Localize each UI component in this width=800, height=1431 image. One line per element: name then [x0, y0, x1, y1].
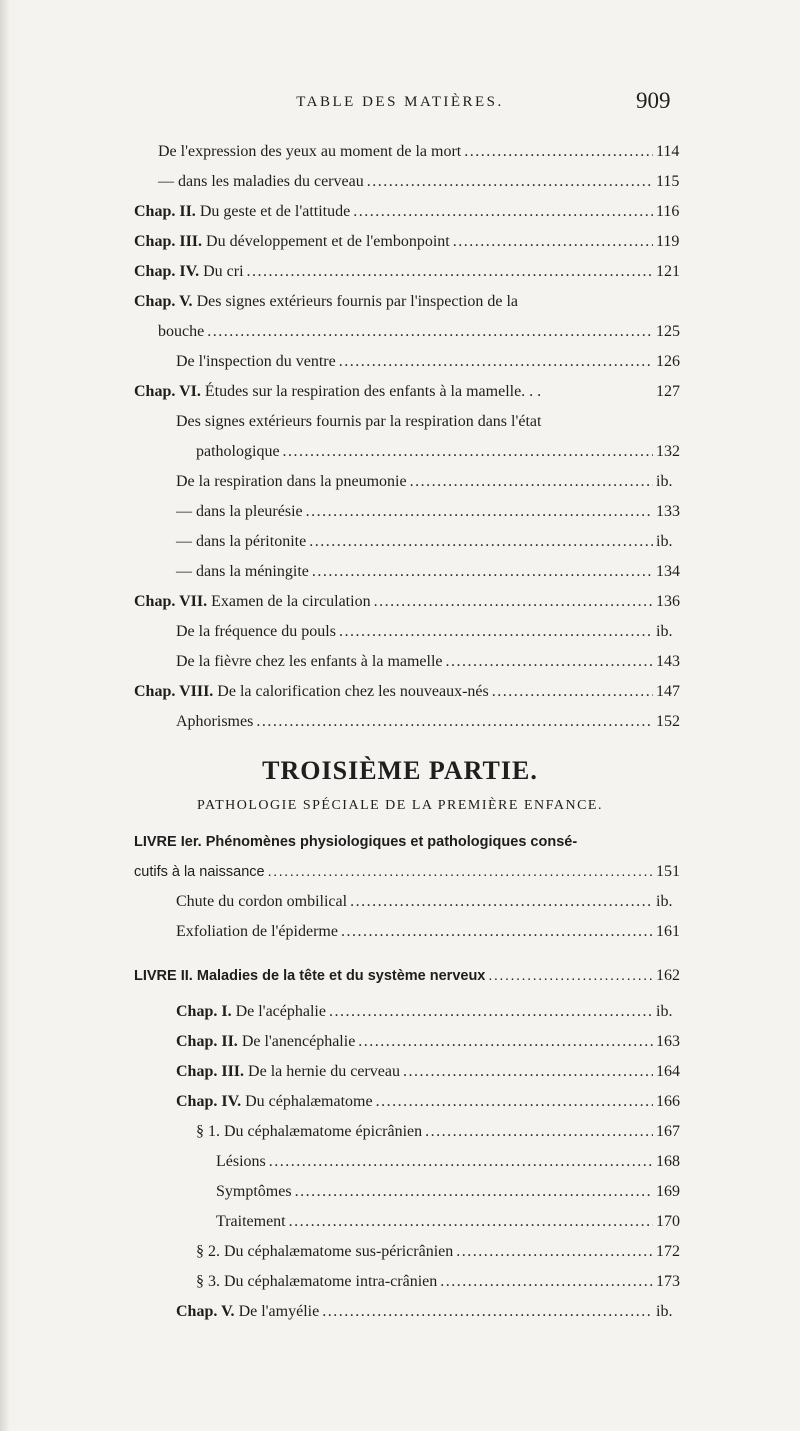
entry-text: Du développement et de l'embonpoint	[206, 233, 450, 250]
toc-list-livre-1	[0, 887, 800, 947]
entry-page-number: 136	[656, 593, 680, 610]
entry-page-number: 121	[656, 263, 680, 280]
toc-entry-label	[134, 593, 371, 611]
entry-page-number: 163	[656, 1033, 680, 1050]
toc-entry	[0, 467, 800, 497]
entry-text: Des signes extérieurs fournis par la respiration dans l'état	[176, 413, 542, 430]
toc-entry-label	[216, 1213, 286, 1231]
leader-dots	[341, 923, 653, 941]
toc-entry	[0, 617, 800, 647]
leader-dots	[339, 623, 653, 641]
leader-dots	[440, 1273, 653, 1291]
toc-entry-label	[134, 263, 244, 281]
toc-entry	[0, 497, 800, 527]
leader-dots	[358, 1033, 653, 1051]
livre-1-title: Phénomènes physiologiques et pathologiques consé-	[205, 834, 578, 850]
entry-page-number: ib.	[656, 623, 673, 640]
entry-text: § 1. Du céphalæmatome épicrânien	[196, 1123, 423, 1140]
toc-entry-label	[176, 473, 407, 491]
toc-entry-label	[176, 353, 336, 371]
toc-entry	[0, 1237, 800, 1267]
leader-dots	[374, 593, 653, 611]
toc-entry-label	[176, 563, 309, 581]
entry-page-number: 143	[656, 653, 680, 670]
entry-text: Du céphalæmatome	[245, 1093, 373, 1110]
running-header	[0, 88, 800, 118]
entry-text: De l'inspection du ventre	[176, 353, 336, 370]
entry-text: Lésions	[216, 1153, 266, 1170]
leader-dots	[376, 1093, 653, 1111]
entry-text: Symptômes	[216, 1183, 292, 1200]
leader-dots	[339, 353, 653, 371]
entry-page-number: 134	[656, 563, 680, 580]
entry-text: bouche	[158, 323, 205, 340]
entry-text: De la calorification chez les nouveaux-nés	[217, 683, 489, 700]
entry-page-number: 125	[656, 323, 680, 340]
toc-entry-label	[134, 383, 541, 401]
entry-page-number: 166	[656, 1093, 680, 1110]
leader-dots	[410, 473, 653, 491]
entry-text: Des signes extérieurs fournis par l'inspection de la	[196, 293, 519, 310]
entry-text: pathologique	[196, 443, 280, 460]
entry-page-number: ib.	[656, 893, 673, 910]
toc-entry-label	[176, 1303, 319, 1321]
entry-text: § 3. Du céphalæmatome intra-crânien	[196, 1273, 438, 1290]
toc-list-part-two	[0, 137, 800, 737]
toc-entry-label	[158, 323, 204, 341]
toc-entry	[0, 1087, 800, 1117]
leader-dots	[309, 533, 653, 551]
toc-entry-label	[134, 203, 350, 221]
livre-2-heading	[0, 961, 800, 991]
entry-page-number: ib.	[656, 1003, 673, 1020]
entry-text: — dans la péritonite	[176, 533, 307, 550]
section-title: TROISIÈME PARTIE.	[262, 756, 538, 785]
toc-entry	[0, 137, 800, 167]
entry-page-number: ib.	[656, 1303, 673, 1320]
toc-entry	[0, 1207, 800, 1237]
entry-text: Traitement	[216, 1213, 286, 1230]
toc-entry	[0, 527, 800, 557]
entry-text: — dans la pleurésie	[176, 503, 303, 520]
toc-entry-label	[134, 293, 518, 311]
toc-entry	[0, 287, 800, 317]
toc-entry-label	[176, 923, 338, 941]
chapter-number: Chap. VI.	[134, 383, 201, 400]
toc-entry	[0, 1177, 800, 1207]
entry-page-number: 173	[656, 1273, 680, 1290]
entry-text: Du cri	[203, 263, 244, 280]
leader-dots	[256, 713, 653, 731]
toc-entry	[0, 997, 800, 1027]
toc-entry	[0, 707, 800, 737]
leader-dots	[322, 1303, 653, 1321]
toc-entry	[0, 317, 800, 347]
leader-dots	[329, 1003, 653, 1021]
toc-entry	[0, 587, 800, 617]
entry-text: De la hernie du cerveau	[248, 1063, 400, 1080]
toc-entry-label	[176, 1033, 355, 1051]
livre-1-heading-cont	[0, 857, 800, 887]
toc-entry	[0, 1117, 800, 1147]
entry-page-number: 114	[656, 143, 680, 160]
header-page-number: 909	[636, 88, 671, 113]
toc-entry	[0, 647, 800, 677]
leader-dots	[289, 1213, 653, 1231]
livre-2-page: 162	[656, 967, 680, 984]
entry-text: De l'amyélie	[238, 1303, 320, 1320]
toc-entry	[0, 557, 800, 587]
leader-dots	[295, 1183, 653, 1201]
chapter-number: Chap. I.	[176, 1003, 232, 1020]
entry-page-number: 116	[656, 203, 680, 220]
livre-2-label: LIVRE II.	[134, 968, 193, 984]
entry-text: De la fréquence du pouls	[176, 623, 336, 640]
toc-entry	[0, 347, 800, 377]
toc-entry	[0, 1267, 800, 1297]
toc-entry-label	[176, 533, 306, 551]
entry-page-number: 169	[656, 1183, 680, 1200]
livre-1-title-cont: cutifs à la naissance	[134, 864, 265, 880]
chapter-number: Chap. III.	[134, 233, 203, 250]
toc-entry-label	[196, 1123, 422, 1141]
section-subtitle: PATHOLOGIE SPÉCIALE DE LA PREMIÈRE ENFANCE.	[197, 798, 603, 813]
toc-entry	[0, 1027, 800, 1057]
entry-text: Aphorismes	[176, 713, 254, 730]
leader-dots	[425, 1123, 653, 1141]
toc-entry-label	[176, 653, 443, 671]
toc-entry-label	[176, 893, 347, 911]
leader-dots	[453, 233, 653, 251]
leader-dots	[492, 683, 653, 701]
toc-entry-label	[196, 1273, 437, 1291]
leader-dots	[268, 864, 653, 880]
entry-text: De la fièvre chez les enfants à la mamelle	[176, 653, 443, 670]
entry-page-number: 115	[656, 173, 680, 190]
entry-text: Exfoliation de l'épiderme	[176, 923, 338, 940]
chapter-number: Chap. VII.	[134, 593, 208, 610]
leader-dots	[350, 893, 653, 911]
entry-page-number: 167	[656, 1123, 680, 1140]
toc-entry	[0, 227, 800, 257]
livre-2-title: Maladies de la tête et du système nerveux	[196, 968, 486, 984]
table-of-contents	[0, 137, 800, 1327]
entry-text: De la respiration dans la pneumonie	[176, 473, 407, 490]
toc-entry-label	[176, 1003, 326, 1021]
toc-entry	[0, 677, 800, 707]
entry-text: De l'anencéphalie	[241, 1033, 356, 1050]
toc-list-livre-2	[0, 997, 800, 1327]
entry-page-number: ib.	[656, 533, 673, 550]
toc-entry	[0, 1147, 800, 1177]
entry-text: § 2. Du céphalæmatome sus-péricrânien	[196, 1243, 454, 1260]
leader-dots	[488, 968, 653, 984]
livre-1-label: LIVRE Ier.	[134, 834, 202, 850]
chapter-number: Chap. IV.	[134, 263, 200, 280]
chapter-number: Chap. V.	[134, 293, 193, 310]
toc-entry-label	[196, 443, 280, 461]
leader-dots	[269, 1153, 653, 1171]
entry-page-number: 147	[656, 683, 680, 700]
chapter-number: Chap. VIII.	[134, 683, 214, 700]
entry-page-number: ib.	[656, 473, 673, 490]
toc-entry	[0, 1297, 800, 1327]
leader-dots	[403, 1063, 653, 1081]
entry-text: De l'expression des yeux au moment de la mort	[158, 143, 462, 160]
entry-page-number: 119	[656, 233, 680, 250]
entry-page-number: 127	[656, 383, 680, 400]
toc-entry	[0, 887, 800, 917]
entry-page-number: 152	[656, 713, 680, 730]
chapter-number: Chap. II.	[176, 1033, 238, 1050]
toc-entry-label	[176, 713, 253, 731]
toc-entry-label	[176, 623, 336, 641]
leader-dots	[367, 173, 653, 191]
toc-entry-label	[196, 1243, 453, 1261]
chapter-number: Chap. II.	[134, 203, 196, 220]
toc-entry	[0, 377, 800, 407]
toc-entry-label	[176, 503, 303, 521]
toc-entry	[0, 917, 800, 947]
toc-entry-label	[134, 233, 450, 251]
leader-dots	[283, 443, 653, 461]
leader-dots	[306, 503, 653, 521]
chapter-number: Chap. V.	[176, 1303, 235, 1320]
toc-entry-label	[216, 1183, 292, 1201]
entry-text: Chute du cordon ombilical	[176, 893, 348, 910]
entry-page-number: 164	[656, 1063, 680, 1080]
entry-page-number: 170	[656, 1213, 680, 1230]
header-title: TABLE DES MATIÈRES.	[296, 94, 504, 110]
toc-entry-label	[176, 413, 541, 431]
entry-text: — dans les maladies du cerveau	[158, 173, 364, 190]
entry-page-number: 133	[656, 503, 680, 520]
toc-entry-label	[158, 173, 364, 191]
leader-dots	[207, 323, 653, 341]
toc-entry	[0, 437, 800, 467]
toc-entry-label	[134, 683, 489, 701]
entry-text: — dans la méningite	[176, 563, 309, 580]
toc-entry	[0, 197, 800, 227]
leader-dots	[456, 1243, 653, 1261]
entry-text: Études sur la respiration des enfants à la mamelle. . .	[204, 383, 542, 400]
entry-text: De l'acéphalie	[235, 1003, 326, 1020]
toc-entry	[0, 167, 800, 197]
leader-dots	[247, 263, 653, 281]
spacer	[0, 947, 800, 961]
toc-entry-label	[158, 143, 461, 161]
leader-dots	[312, 563, 653, 581]
entry-page-number: 132	[656, 443, 680, 460]
chapter-number: Chap. IV.	[176, 1093, 242, 1110]
leader-dots	[353, 203, 653, 221]
toc-entry-label	[216, 1153, 266, 1171]
toc-entry	[0, 407, 800, 437]
entry-page-number: 168	[656, 1153, 680, 1170]
entry-page-number: 172	[656, 1243, 680, 1260]
chapter-number: Chap. III.	[176, 1063, 245, 1080]
livre-1-page: 151	[656, 863, 680, 880]
entry-text: Examen de la circulation	[211, 593, 371, 610]
entry-page-number: 161	[656, 923, 680, 940]
toc-entry	[0, 1057, 800, 1087]
leader-dots	[464, 143, 653, 161]
entry-text: Du geste et de l'attitude	[199, 203, 351, 220]
toc-entry	[0, 257, 800, 287]
toc-entry-label	[176, 1063, 400, 1081]
entry-page-number: 126	[656, 353, 680, 370]
leader-dots	[446, 653, 653, 671]
toc-entry-label	[176, 1093, 373, 1111]
livre-1-heading	[0, 827, 800, 857]
